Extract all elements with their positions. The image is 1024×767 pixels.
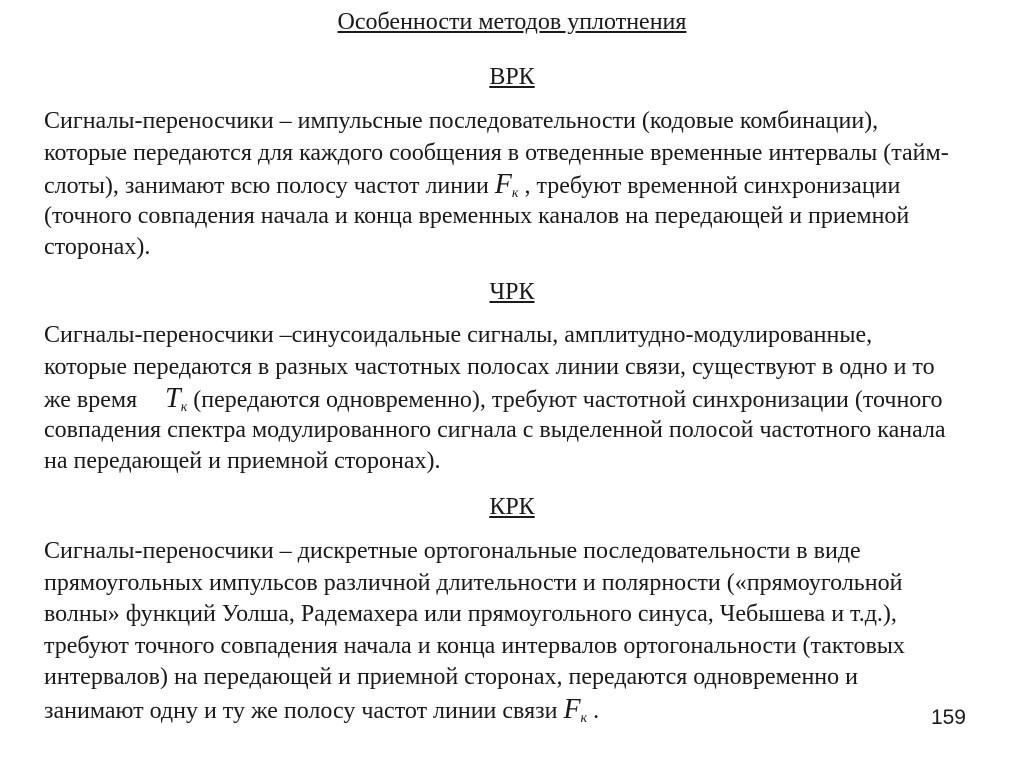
formula-subscript: к	[511, 186, 519, 201]
paragraph-line: Сигналы-переносчики – дискретные ортогональные последовательности в виде	[44, 538, 861, 564]
line-text: (передаются одновременно), требуют частотной синхронизации (точного	[187, 387, 943, 413]
paragraph-line	[44, 169, 1020, 201]
formula-fk	[495, 169, 519, 200]
paragraph-line: интервалов) на передающей и приемной сторонах, передаются одновременно и	[44, 664, 858, 690]
formula-subscript: к	[180, 400, 188, 415]
paragraph-line: (точного совпадения начала и конца временных каналов на передающей и приемной	[44, 202, 910, 229]
heading-krk: КРК	[489, 494, 535, 520]
line-text: занимают одну и ту же полосу частот линии связи	[44, 697, 564, 724]
paragraph-line: требуют точного совпадения начала и конца интервалов ортогональности (тактовых	[44, 632, 905, 659]
paragraph-line: волны» функций Уолша, Радемахера или прямоугольного синуса, Чебышева и т.д.),	[44, 601, 897, 627]
formula-subscript: к	[580, 710, 588, 726]
paragraph-line: Сигналы-переносчики –синусоидальные сигналы, амплитудно-модулированные,	[44, 322, 873, 348]
formula-symbol: F	[563, 693, 581, 725]
formula-symbol: F	[494, 169, 512, 200]
formula-fk	[563, 694, 587, 725]
paragraph-chrk	[44, 320, 1020, 478]
formula-tk	[165, 383, 187, 414]
heading-vrk: ВРК	[489, 64, 535, 90]
heading-chrk: ЧРК	[489, 279, 535, 305]
paragraph-line: сторонах).	[44, 234, 151, 260]
paragraph-krk	[44, 536, 1020, 725]
paragraph-line: которые передаются для каждого сообщения в отведенные временные интервалы (тайм-	[44, 139, 949, 166]
line-text: , требуют временной синхронизации	[518, 173, 901, 199]
slide-title: Особенности методов уплотнения	[337, 9, 687, 35]
paragraph-line	[44, 383, 1020, 415]
paragraph-line: которые передаются в разных частотных полосах линии связи, существуют в одно и то	[44, 353, 935, 380]
paragraph-vrk	[44, 106, 1020, 264]
paragraph-line	[44, 694, 1020, 726]
paragraph-line: совпадения спектра модулированного сигнала с выделенной полосой частотного канала	[44, 416, 946, 443]
paragraph-line: на передающей и приемной сторонах).	[44, 448, 441, 474]
paragraph-line: прямоугольных импульсов различной длительности и полярности («прямоугольной	[44, 569, 903, 596]
line-text: .	[587, 697, 600, 724]
line-text: слоты), занимают всю полосу частот линии	[44, 173, 495, 199]
page-number: 159	[930, 706, 966, 729]
formula-symbol: T	[165, 383, 181, 414]
line-text: же время	[44, 387, 144, 413]
paragraph-line: Сигналы-переносчики – импульсные последовательности (кодовые комбинации),	[44, 108, 879, 134]
